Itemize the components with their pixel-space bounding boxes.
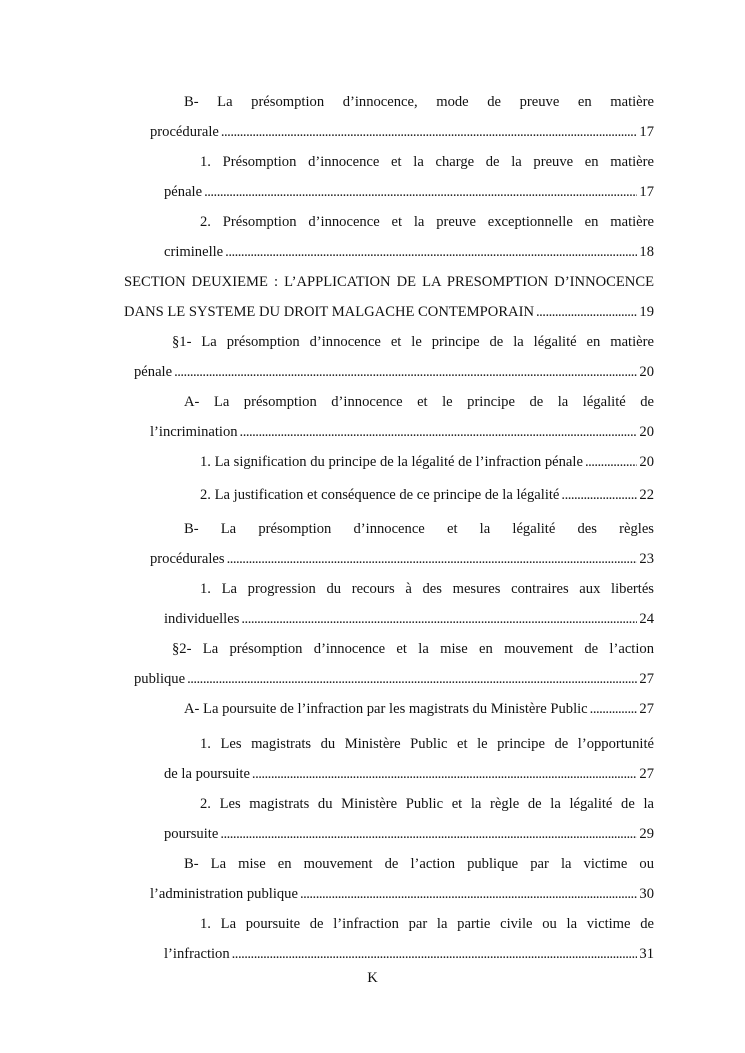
toc-entry-line1: B- La présomption d’innocence, mode de preuve en matière — [184, 94, 654, 110]
toc-page-number: 27 — [639, 701, 654, 717]
toc-entry — [124, 87, 654, 147]
leader-dots — [232, 939, 638, 969]
toc-entry-line1: 1. La progression du recours à des mesures contraires aux libertés — [200, 581, 654, 597]
toc-entry — [124, 729, 654, 789]
leader-dots — [561, 480, 637, 510]
toc-page-number: 27 — [639, 766, 654, 782]
page-footer-letter: K — [367, 970, 378, 986]
leader-dots — [204, 177, 637, 207]
leader-dots — [187, 664, 637, 694]
toc-entry-line1: A- La présomption d’innocence et le principe de la légalité de — [184, 394, 654, 410]
toc-entry — [124, 574, 654, 634]
toc-entry-line2: de la poursuite — [164, 766, 250, 782]
toc-entry-line2: l’infraction — [164, 946, 230, 962]
toc-entry-line2: pénale — [164, 184, 203, 200]
leader-dots — [240, 417, 638, 447]
toc-entry-line2: individuelles — [164, 611, 240, 627]
toc-page-number: 23 — [639, 551, 654, 567]
toc-entry-line2: procédurale — [150, 124, 219, 140]
toc-page-number: 27 — [639, 671, 654, 687]
toc-entry — [124, 634, 654, 694]
toc-page-number: 17 — [639, 124, 654, 140]
toc-entry — [200, 480, 654, 510]
toc-entry-line1: 1. Les magistrats du Ministère Public et le principe de l’opportunité — [200, 736, 654, 752]
toc-entry-line2: pénale — [134, 364, 173, 380]
toc-entry-line1: B- La présomption d’innocence et la légalité des règles — [184, 521, 654, 537]
toc-entry — [124, 909, 654, 969]
toc-entry-text: 2. La justification et conséquence de ce principe de la légalité — [200, 487, 560, 503]
toc-entry-line1: B- La mise en mouvement de l’action publique par la victime ou — [184, 856, 654, 872]
toc-entry-line2: publique — [134, 671, 186, 687]
toc-entry-line2: criminelle — [164, 244, 224, 260]
toc-entry-line1: 2. Présomption d’innocence et la preuve exceptionnelle en matière — [200, 214, 654, 230]
leader-dots — [300, 879, 637, 909]
leader-dots — [590, 694, 638, 724]
toc-entry — [124, 514, 654, 574]
toc-entry-line2: procédurales — [150, 551, 225, 567]
toc-entry-line2: l’administration publique — [150, 886, 298, 902]
toc-page-number: 17 — [639, 184, 654, 200]
toc-page-number: 20 — [639, 454, 654, 470]
toc-page-number: 31 — [639, 946, 654, 962]
toc-page-number: 18 — [639, 244, 654, 260]
leader-dots — [174, 357, 637, 387]
toc-entry-line2: poursuite — [164, 826, 219, 842]
leader-dots — [241, 604, 637, 634]
leader-dots — [220, 819, 637, 849]
toc-page-number: 20 — [639, 424, 654, 440]
toc-entry-line1: §1- La présomption d’innocence et le principe de la légalité en matière — [172, 334, 654, 350]
toc-page-number: 19 — [639, 304, 654, 320]
toc-entry — [184, 694, 654, 724]
toc-entry-line1: 1. La poursuite de l’infraction par la partie civile ou la victime de — [200, 916, 654, 932]
toc-entry-line2: l’incrimination — [150, 424, 238, 440]
toc-page-number: 29 — [639, 826, 654, 842]
toc-entry — [124, 387, 654, 447]
toc-page-number: 22 — [639, 487, 654, 503]
toc-entry — [124, 789, 654, 849]
toc-page-number: 30 — [639, 886, 654, 902]
toc-entry-line1: 1. Présomption d’innocence et la charge de la preuve en matière — [200, 154, 654, 170]
leader-dots — [225, 237, 637, 267]
toc-page-number: 24 — [639, 611, 654, 627]
toc-entry — [124, 849, 654, 909]
toc-page-number: 20 — [639, 364, 654, 380]
leader-dots — [221, 117, 638, 147]
leader-dots — [536, 297, 637, 327]
toc-entry — [200, 447, 654, 477]
toc-section-heading — [124, 267, 654, 327]
leader-dots — [585, 447, 637, 477]
toc-entry-line1: 2. Les magistrats du Ministère Public et la règle de la légalité de la — [200, 796, 654, 812]
toc-entry-line1: §2- La présomption d’innocence et la mise en mouvement de l’action — [172, 641, 654, 657]
toc-entry — [124, 147, 654, 207]
toc-entry-text: A- La poursuite de l’infraction par les magistrats du Ministère Public — [184, 701, 588, 717]
toc-entry-text: 1. La signification du principe de la légalité de l’infraction pénale — [200, 454, 583, 470]
leader-dots — [252, 759, 637, 789]
leader-dots — [227, 544, 638, 574]
toc-entry — [124, 327, 654, 387]
toc-entry-line2: DANS LE SYSTEME DU DROIT MALGACHE CONTEMPORAIN — [124, 304, 534, 320]
toc-entry-line1: SECTION DEUXIEME : L’APPLICATION DE LA PRESOMPTION D’INNOCENCE — [124, 274, 654, 290]
toc-entry — [124, 207, 654, 267]
